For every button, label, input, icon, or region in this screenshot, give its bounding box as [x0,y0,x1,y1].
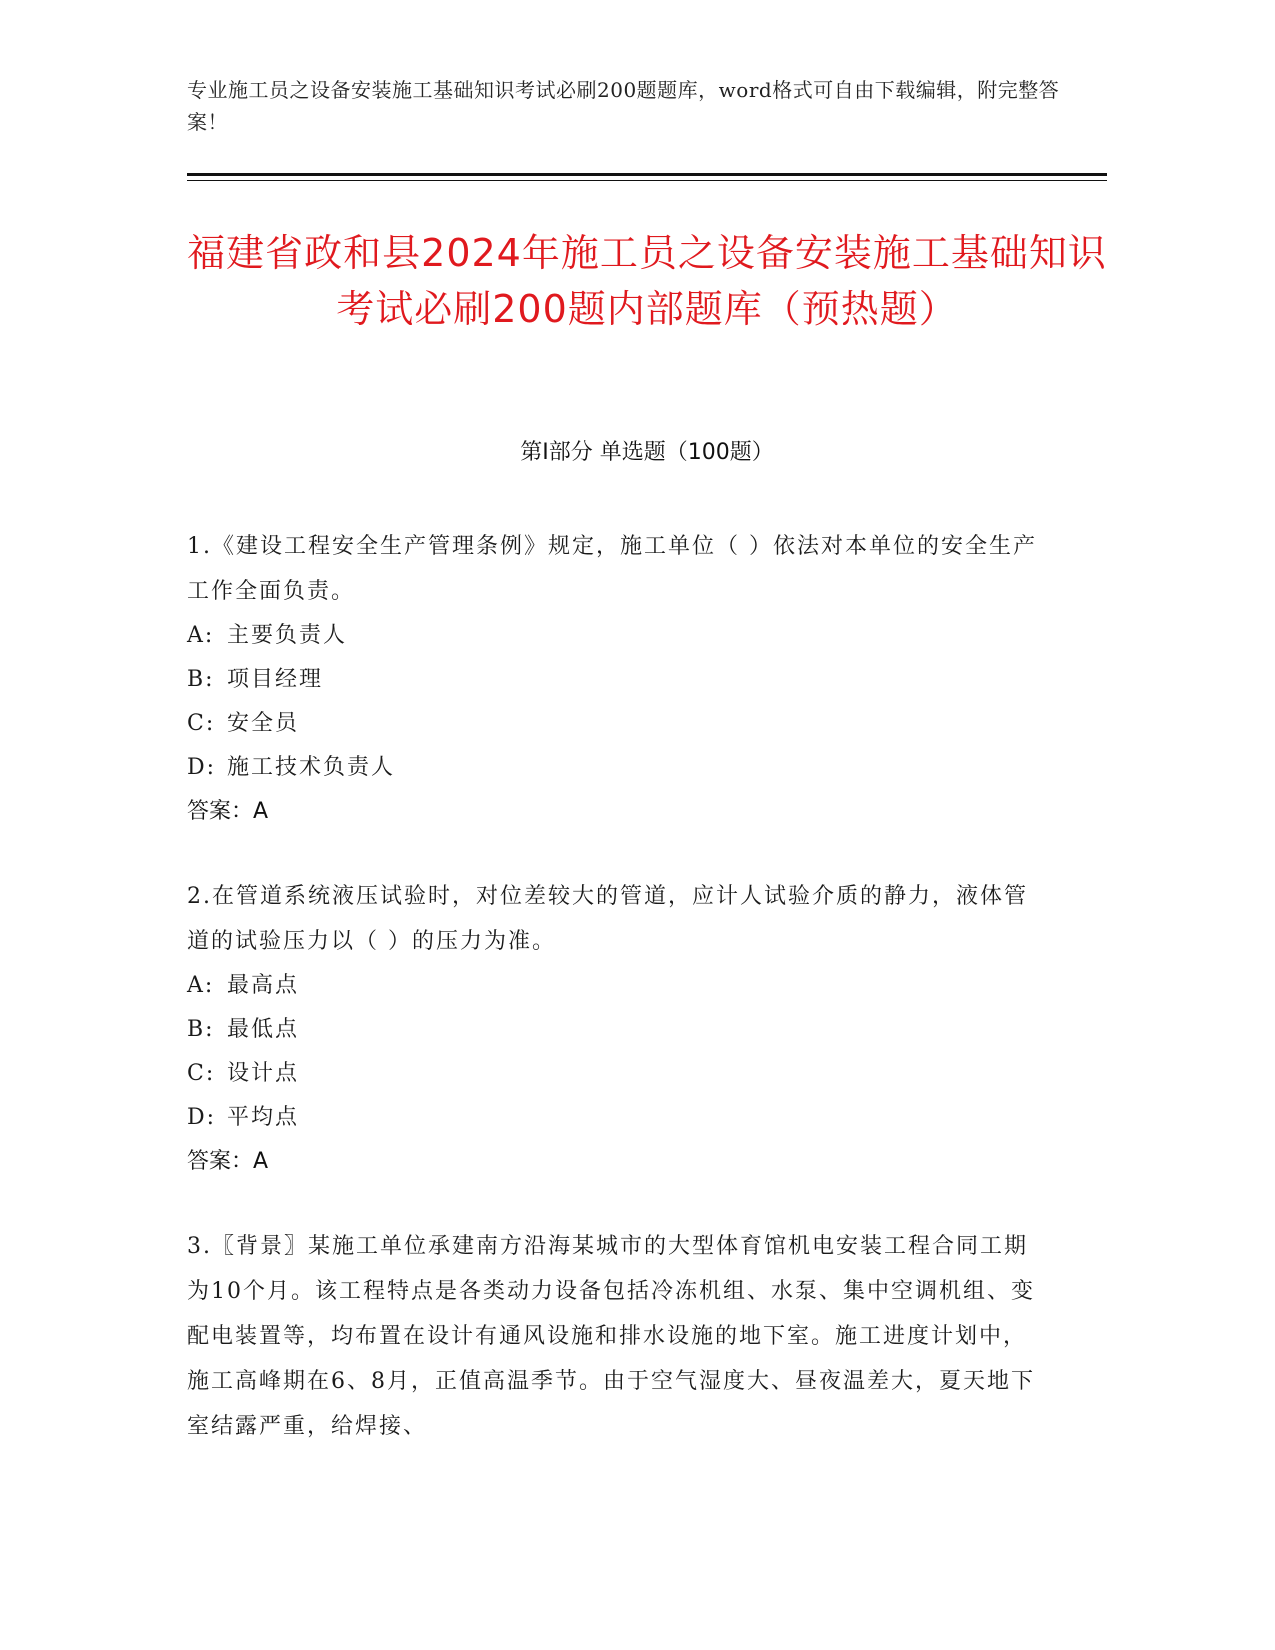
header-note: 专业施工员之设备安装施工基础知识考试必刷200题题库，word格式可自由下载编辑，附完整答案！ [187,78,1060,134]
option-text: 施工技术负责人 [227,755,396,780]
question-stem: 1.《建设工程安全生产管理条例》规定，施工单位（ ）依法对本单位的安全生产工作全面负责。 [187,534,1037,604]
option-key: C: [187,711,216,736]
option-key: C: [187,1061,216,1086]
question-list [187,524,1047,1489]
option-a [187,614,1047,658]
question-3 [187,1224,1047,1449]
option-key: A: [187,623,215,648]
question-stem: 2.在管道系统液压试验时，对位差较大的管道，应计人试验介质的静力，液体管道的试验压力以（ ）的压力为准。 [187,884,1028,954]
option-text: 设计点 [227,1061,300,1086]
option-c [187,1052,1047,1096]
section-title: 第Ⅰ部分 单选题（100题） [520,440,774,465]
question-stem: 3.〖背景〗某施工单位承建南方沿海某城市的大型体育馆机电安装工程合同工期为10个月。该工程特点是各类动力设备包括冷冻机组、水泵、集中空调机组、变配电装置等，均布置在设计有通风设施和排水设施的地下室。施工进度计划中，施工高峰期在6、8月，正值高温季节。由于空气湿度大、昼夜温差大，夏天地下室结露严重，给焊接、 [187,1234,1035,1439]
option-d [187,746,1047,790]
option-key: B: [187,667,215,692]
option-key: D: [187,755,217,780]
option-key: A: [187,973,215,998]
option-b [187,1008,1047,1052]
question-2 [187,874,1047,1184]
option-key: B: [187,1017,215,1042]
header-rule-thick [187,173,1107,176]
answer-label: 答案：A [187,799,269,824]
option-text: 平均点 [227,1105,300,1130]
option-a [187,964,1047,1008]
option-text: 主要负责人 [227,623,348,648]
option-key: D: [187,1105,217,1130]
header-rule-thin [187,180,1107,181]
option-text: 最低点 [227,1017,300,1042]
question-1 [187,524,1047,834]
option-text: 安全员 [227,711,300,736]
option-c [187,702,1047,746]
document-title: 福建省政和县2024年施工员之设备安装施工基础知识考试必刷200题内部题库（预热题） [187,231,1107,331]
option-text: 项目经理 [227,667,324,692]
option-b [187,658,1047,702]
option-text: 最高点 [227,973,300,998]
answer-label: 答案：A [187,1149,269,1174]
option-d [187,1096,1047,1140]
